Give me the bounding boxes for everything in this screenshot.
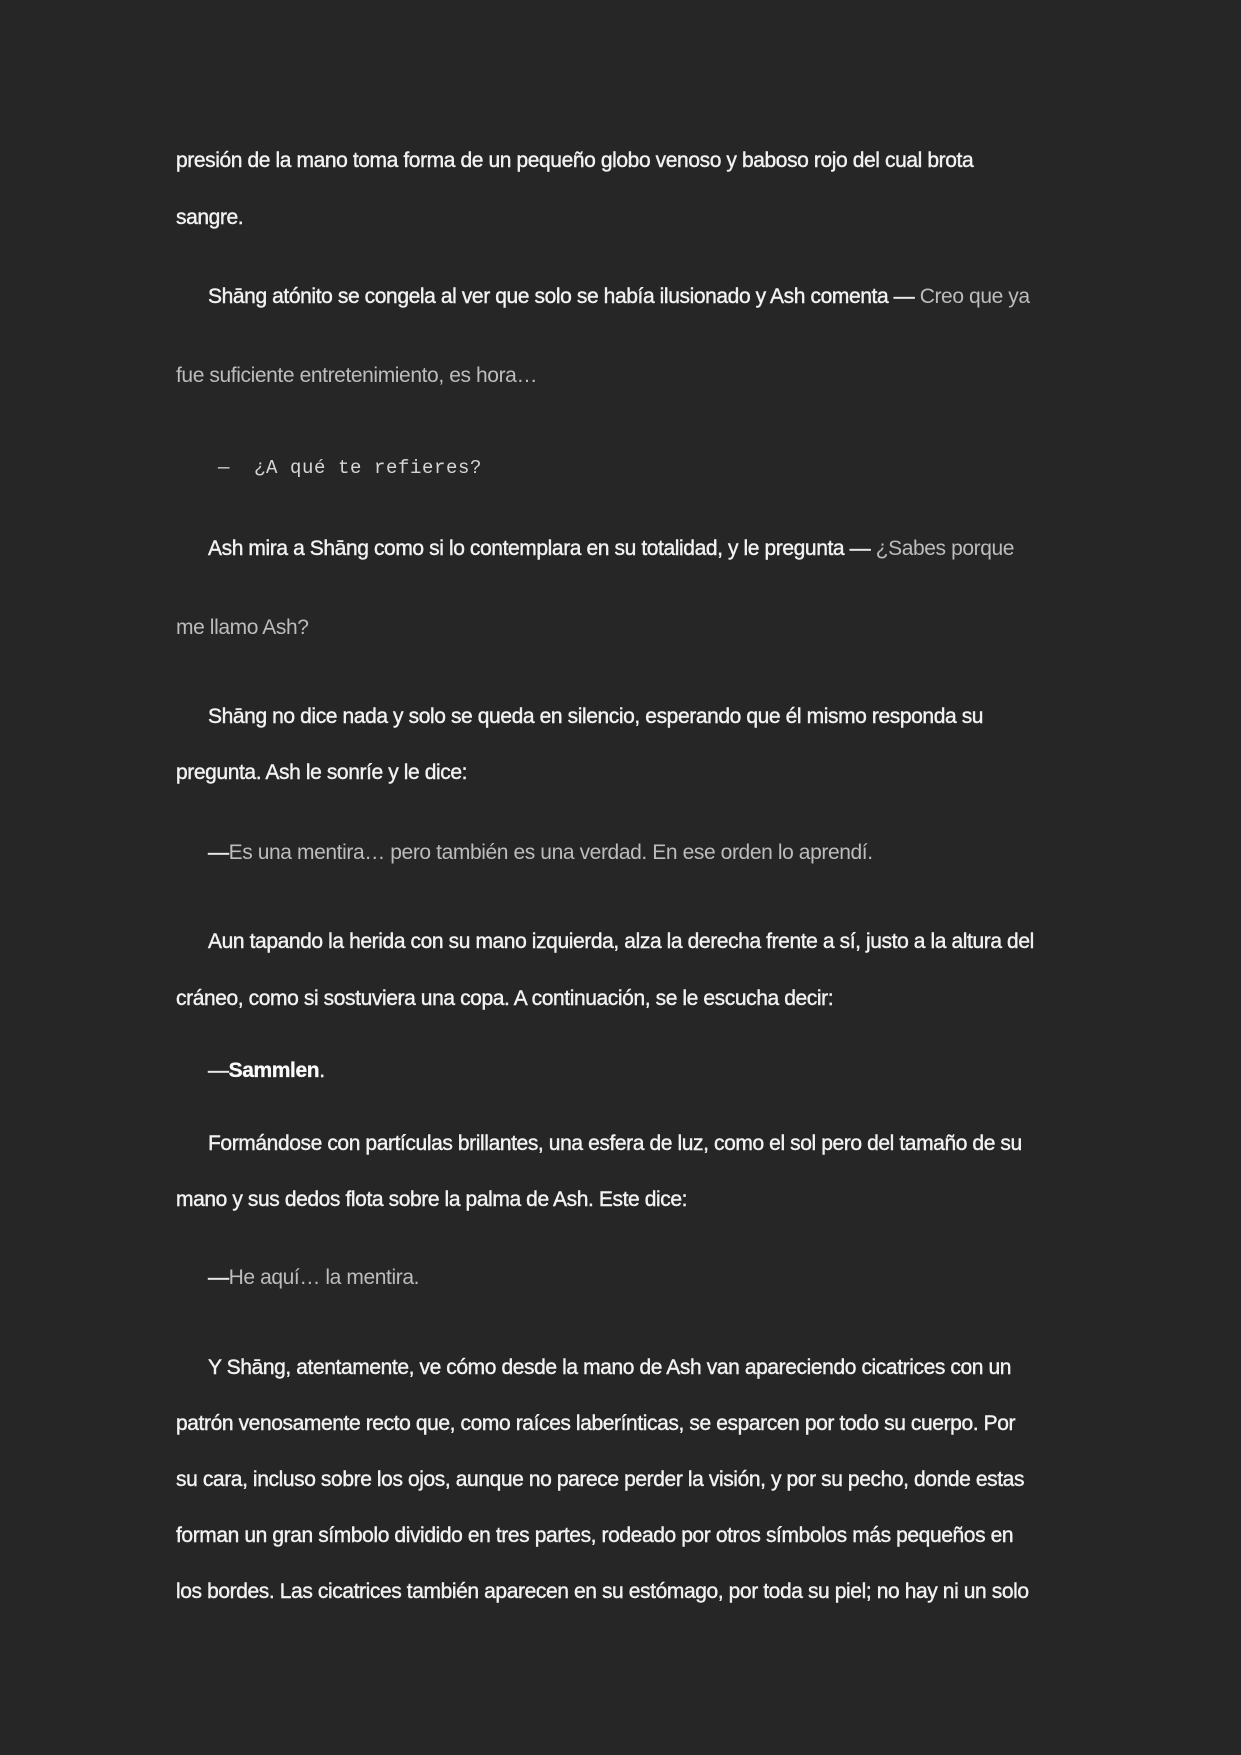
- text-line-19: [176, 1469, 1024, 1490]
- text-segment: —: [208, 1266, 229, 1289]
- text-line-21: [176, 1581, 1029, 1602]
- text-segment: — ¿A qué te refieres?: [218, 457, 483, 479]
- text-segment: presión de la mano toma forma de un pequeño globo venoso y baboso rojo del cual brota: [176, 149, 974, 172]
- text-line-8: [208, 706, 983, 727]
- text-line-3: [208, 286, 1030, 307]
- text-segment: Creo que ya: [919, 285, 1030, 308]
- text-segment: —: [208, 1059, 229, 1082]
- text-segment: su cara, incluso sobre los ojos, aunque no parece perder la visión, y por su pecho, donde estas: [176, 1468, 1025, 1491]
- text-segment: Sammlen: [228, 1059, 320, 1082]
- text-segment: los bordes. Las cicatrices también aparecen en su estómago, por toda su piel; no hay ni un solo: [176, 1580, 1029, 1603]
- text-line-15: [176, 1189, 687, 1210]
- text-line-18: [176, 1413, 1015, 1434]
- text-line-14: [208, 1133, 1022, 1154]
- text-segment: Shāng atónito se congela al ver que solo se había ilusionado y Ash comenta —: [208, 285, 920, 308]
- text-segment: fue suficiente entretenimiento, es hora…: [176, 364, 538, 387]
- text-segment: —: [208, 841, 229, 864]
- text-line-4: [176, 365, 537, 386]
- text-line-5: [218, 456, 482, 478]
- text-line-17: [208, 1357, 1011, 1378]
- text-segment: Es una mentira… pero también es una verdad. En ese orden lo aprendí.: [228, 841, 873, 864]
- text-segment: me llamo Ash?: [176, 616, 309, 639]
- text-line-2: [176, 207, 243, 228]
- text-segment: forman un gran símbolo dividido en tres partes, rodeado por otros símbolos más pequeños en: [176, 1524, 1014, 1547]
- text-segment: Aun tapando la herida con su mano izquierda, alza la derecha frente a sí, justo a la altura del: [208, 930, 1034, 953]
- text-line-9: [176, 762, 467, 783]
- text-segment: ¿Sabes porque: [875, 537, 1015, 560]
- text-line-7: [176, 617, 309, 638]
- text-segment: Y Shāng, atentamente, ve cómo desde la mano de Ash van apareciendo cicatrices con un: [208, 1356, 1012, 1379]
- text-segment: mano y sus dedos flota sobre la palma de Ash. Este dice:: [176, 1188, 688, 1211]
- text-segment: pregunta. Ash le sonríe y le dice:: [176, 761, 468, 784]
- text-line-12: [176, 988, 833, 1009]
- text-line-13: [208, 1060, 325, 1081]
- text-line-16: [208, 1267, 419, 1288]
- text-line-10: [208, 842, 873, 863]
- text-segment: sangre.: [176, 206, 244, 229]
- text-line-6: [208, 538, 1014, 559]
- text-segment: Ash mira a Shāng como si lo contemplara en su totalidad, y le pregunta —: [208, 537, 876, 560]
- text-line-20: [176, 1525, 1013, 1546]
- text-segment: cráneo, como si sostuviera una copa. A continuación, se le escucha decir:: [176, 987, 834, 1010]
- text-segment: Formándose con partículas brillantes, una esfera de luz, como el sol pero del tamaño de su: [208, 1132, 1022, 1155]
- text-segment: He aquí… la mentira.: [228, 1266, 420, 1289]
- text-segment: Shāng no dice nada y solo se queda en silencio, esperando que él mismo responda su: [208, 705, 984, 728]
- text-segment: .: [319, 1059, 325, 1082]
- text-segment: patrón venosamente recto que, como raíces laberínticas, se esparcen por todo su cuerpo. Por: [176, 1412, 1016, 1435]
- text-line-11: [208, 931, 1034, 952]
- text-line-1: [176, 150, 973, 171]
